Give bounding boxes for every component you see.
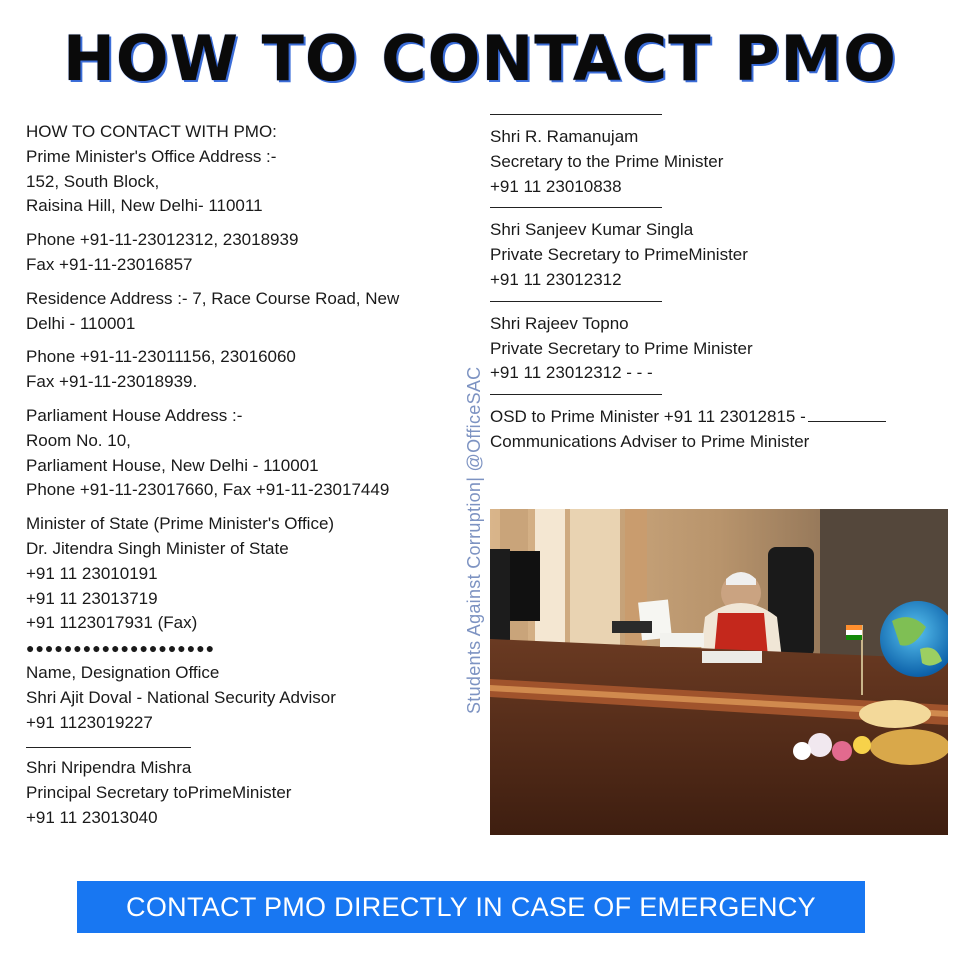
text-line: Phone +91-11-23012312, 23018939 <box>26 230 299 250</box>
text-line: Raisina Hill, New Delhi- 110011 <box>26 196 263 216</box>
text-line: +91 11 23010191 <box>26 563 158 583</box>
text-line: Minister of State (Prime Minister's Office) <box>26 514 335 534</box>
nsa-block <box>26 661 466 735</box>
text-line: HOW TO CONTACT WITH PMO: <box>26 122 277 141</box>
pmo-phone-block <box>26 228 466 278</box>
text-line: +91 11 23012312 - - - <box>490 363 653 383</box>
text-line: Private Secretary to PrimeMinister <box>490 245 748 265</box>
text-line: Name, Designation Office <box>26 662 220 682</box>
parliament-address-block <box>26 404 466 503</box>
text-line: Parliament House, New Delhi - 110001 <box>26 455 319 475</box>
text-line: 152, South Block, <box>26 171 160 191</box>
office-photo <box>490 509 948 835</box>
divider-line <box>490 114 662 115</box>
text-line: Shri Rajeev Topno <box>490 313 629 333</box>
text-line: Shri Nripendra Mishra <box>26 758 192 778</box>
text-line: Delhi - 110001 <box>26 313 136 333</box>
text-line: Shri Ajit Doval - National Security Advisor <box>26 687 336 707</box>
right-column <box>490 106 960 455</box>
divider-line <box>26 747 191 748</box>
text-line: Phone +91-11-23011156, 23016060 <box>26 347 296 367</box>
residence-address-block <box>26 287 466 337</box>
text-line: Principal Secretary toPrimeMinister <box>26 783 292 803</box>
communications-line: Communications Adviser to Prime Minister <box>490 431 810 451</box>
minister-of-state-block <box>26 512 466 661</box>
private-secretary-block-1 <box>490 218 960 292</box>
osd-line <box>490 405 960 430</box>
secretary-block <box>490 125 960 199</box>
text-line: Parliament House Address :- <box>26 405 243 425</box>
private-secretary-block-2 <box>490 312 960 386</box>
text-line: Private Secretary to Prime Minister <box>490 338 753 358</box>
text-line: +91 11 23010838 <box>490 176 622 196</box>
pmo-address-block <box>26 120 466 219</box>
text-line: +91 1123019227 <box>26 712 153 732</box>
residence-phone-block <box>26 345 466 395</box>
dot-divider: ●●●●●●●●●●●●●●●●●●●● <box>26 640 216 657</box>
text-line: Fax +91-11-23018939. <box>26 372 198 392</box>
text-line: +91 11 23013040 <box>26 807 158 827</box>
text-line: Shri R. Ramanujam <box>490 127 639 146</box>
text-line: Phone +91-11-23017660, Fax +91-11-23017449 <box>26 480 390 500</box>
blank-underline <box>808 409 886 422</box>
watermark-text: Students Against Corruption| @OfficeSAC <box>464 366 484 714</box>
text-line: Residence Address :- 7, Race Course Road, New <box>26 288 400 308</box>
text-line: Fax +91-11-23016857 <box>26 254 193 274</box>
text-line: Prime Minister's Office Address :- <box>26 146 277 166</box>
divider-line <box>490 207 662 208</box>
text-line: Shri Sanjeev Kumar Singla <box>490 220 694 240</box>
emergency-banner: CONTACT PMO DIRECTLY IN CASE OF EMERGENCY <box>77 881 865 933</box>
text-line: Dr. Jitendra Singh Minister of State <box>26 538 289 558</box>
divider-line <box>490 301 662 302</box>
text-line: +91 11 23012312 <box>490 269 622 289</box>
left-column <box>26 120 466 831</box>
divider-line <box>490 394 662 395</box>
page-title: HOW TO CONTACT PMO <box>63 22 897 95</box>
text-line: +91 11 23013719 <box>26 588 158 608</box>
osd-text: OSD to Prime Minister +91 11 23012815 - <box>490 407 806 427</box>
text-line: Secretary to the Prime Minister <box>490 151 724 171</box>
principal-secretary-block <box>26 756 466 830</box>
text-line: Room No. 10, <box>26 430 131 450</box>
text-line: +91 1123017931 (Fax) <box>26 613 198 633</box>
